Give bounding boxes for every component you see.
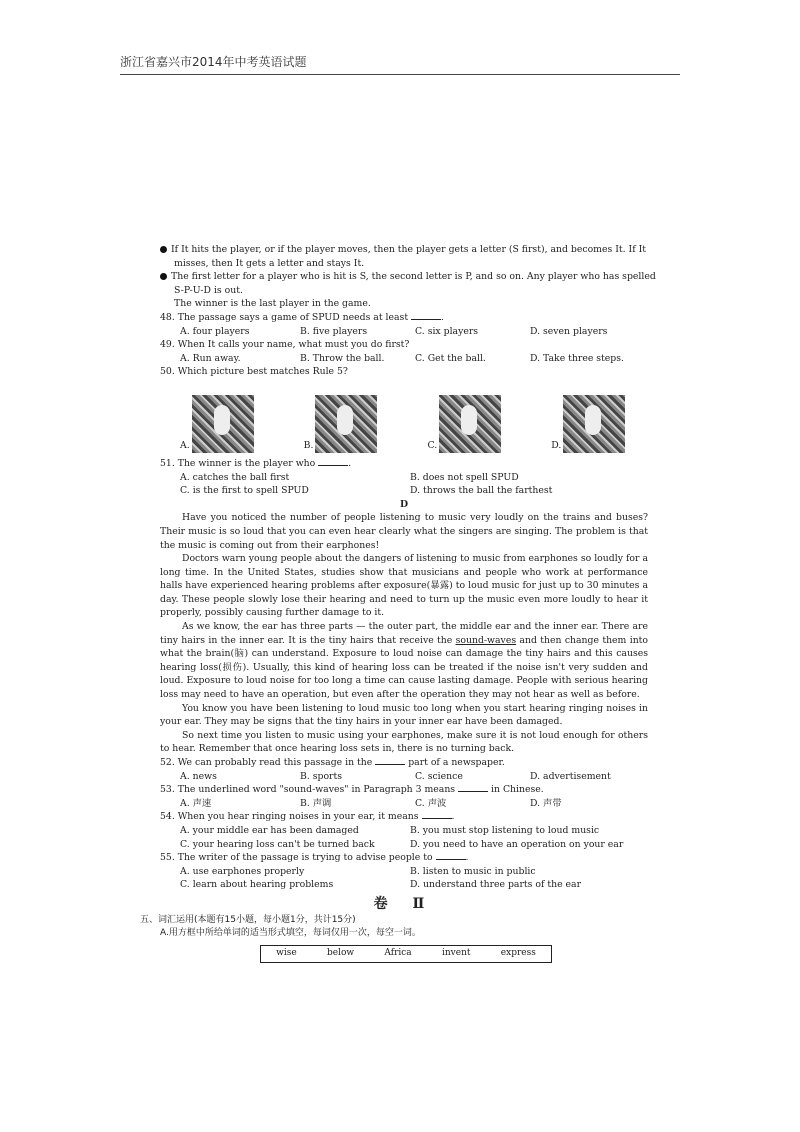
option: B. sports bbox=[300, 770, 343, 782]
photo-image bbox=[192, 395, 254, 453]
option: D. 声带 bbox=[530, 797, 562, 809]
option: C. Get the ball. bbox=[415, 352, 486, 364]
option: D. throws the ball the farthest bbox=[410, 485, 553, 497]
option: B. 声调 bbox=[300, 797, 332, 809]
passage-paragraph-1: Have you noticed the number of people listening to music very loudly on the trains and buses? Their music is so loud that you can even hear clearly what the singers are singing. The problem is that the music is coming out from their earphones! bbox=[160, 512, 648, 551]
picture-option-c: C. bbox=[427, 395, 501, 453]
option: C. 声波 bbox=[415, 797, 447, 809]
question-49: 49. When It calls your name, what must you do first? bbox=[160, 339, 410, 351]
picture-option-b: B. bbox=[304, 395, 378, 453]
section-5-instruction: A.用方框中所给单词的适当形式填空，每词仅用一次，每空一词。 bbox=[160, 928, 421, 939]
word-item: below bbox=[327, 947, 355, 958]
word-item: Africa bbox=[384, 947, 412, 958]
bullet-icon bbox=[160, 246, 167, 253]
option: C. your hearing loss can't be turned back bbox=[180, 838, 375, 850]
option: C. science bbox=[415, 770, 463, 782]
section-5-title: 五、词汇运用(本题有15小题，每小题1分，共计15分) bbox=[140, 914, 356, 925]
q49-options bbox=[160, 352, 648, 366]
option: D. seven players bbox=[530, 325, 608, 337]
rule-winner: The winner is the last player in the game. bbox=[174, 298, 371, 310]
option: A. catches the ball first bbox=[180, 471, 290, 483]
rule-5-cont: S-P-U-D is out. bbox=[174, 284, 243, 296]
word-item: express bbox=[500, 947, 536, 958]
option: A. news bbox=[180, 770, 217, 782]
passage-paragraph-2: Doctors warn young people about the dangers of listening to music from earphones so loudly for a long time. In the United States, studies show that musicians and people who work at performance halls have experienced hearing problems after exposure(暴露) to loud music for just up to 30 minutes a day. These people slowly lose their hearing and need to turn up the music even more loudly to hear it properly, possibly causing further damage to it. bbox=[160, 553, 648, 619]
answer-blank bbox=[422, 810, 452, 819]
option: B. listen to music in public bbox=[410, 865, 536, 877]
answer-blank bbox=[411, 311, 441, 320]
photo-image bbox=[563, 395, 625, 453]
photo-image bbox=[315, 395, 377, 453]
option: D. Take three steps. bbox=[530, 352, 624, 364]
option: D. understand three parts of the ear bbox=[410, 879, 582, 891]
question-50: 50. Which picture best matches Rule 5? bbox=[160, 366, 348, 378]
answer-blank bbox=[375, 756, 405, 765]
q52-options bbox=[160, 770, 648, 784]
word-item: invent bbox=[441, 947, 471, 958]
option: A. 声速 bbox=[180, 797, 212, 809]
section-d-label: D bbox=[399, 498, 409, 510]
q48-options bbox=[160, 325, 648, 339]
header-rule bbox=[120, 74, 680, 75]
question-54: 54. When you hear ringing noises in your ear, it means . bbox=[160, 811, 455, 823]
option: B. Throw the ball. bbox=[300, 352, 385, 364]
option: B. five players bbox=[300, 325, 368, 337]
answer-blank bbox=[436, 851, 466, 860]
q50-pictures bbox=[160, 383, 648, 453]
passage-paragraph-3: As we know, the ear has three parts — the outer part, the middle ear and the inner ear. There are tiny hairs in the inner ear. It is the tiny hairs that receive the sound-waves and then change them into what the brain(脑) can understand. Exposure to loud noise can damage the tiny hairs and this causes hearing loss(损伤). Usually, this kind of hearing loss can be treated if the noise isn't very sudden and loud. Exposure to loud noise for too long a time can cause lasting damage. People with serious hearing loss may need to have an operation, but even after the operation they may not hear as well as before. bbox=[160, 621, 649, 701]
option: B. does not spell SPUD bbox=[410, 471, 519, 483]
word-box bbox=[260, 945, 552, 963]
option: C. learn about hearing problems bbox=[180, 879, 334, 891]
bullet-icon bbox=[160, 273, 167, 280]
photo-image bbox=[439, 395, 501, 453]
option: D. advertisement bbox=[530, 770, 611, 782]
option: D. you need to have an operation on your ear bbox=[410, 838, 624, 850]
passage-paragraph-4: You know you have been listening to loud music too long when you start hearing ringing noises in your ear. They may be signs that the tiny hairs in your inner ear have been damaged. bbox=[160, 702, 648, 728]
option: B. you must stop listening to loud music bbox=[410, 824, 600, 836]
q55-options bbox=[160, 865, 648, 892]
rule-4: If It hits the player, or if the player moves, then the player gets a letter (S first), and becomes It. If It bbox=[160, 243, 648, 257]
option: A. your middle ear has been damaged bbox=[180, 824, 359, 836]
question-52: 52. We can probably read this passage in the part of a newspaper. bbox=[160, 757, 505, 768]
answer-blank bbox=[458, 783, 488, 792]
option: A. use earphones properly bbox=[180, 865, 305, 877]
rule-5: The first letter for a player who is hit is S, the second letter is P, and so on. Any player who has spelled bbox=[160, 270, 648, 284]
page-header: 浙江省嘉兴市2014年中考英语试题 bbox=[120, 55, 307, 69]
question-53: 53. The underlined word "sound-waves" in Paragraph 3 means in Chinese. bbox=[160, 784, 544, 796]
answer-blank bbox=[318, 457, 348, 466]
option: C. six players bbox=[415, 325, 479, 337]
picture-option-d: D. bbox=[551, 395, 625, 453]
question-55: 55. The writer of the passage is trying to advise people to . bbox=[160, 852, 469, 864]
rule-4-cont: misses, then It gets a letter and stays It. bbox=[174, 257, 365, 269]
q54-options bbox=[160, 824, 648, 851]
option: A. Run away. bbox=[180, 352, 241, 364]
q53-options bbox=[160, 797, 648, 811]
q51-options bbox=[160, 471, 648, 498]
underlined-word: sound-waves bbox=[455, 634, 517, 646]
word-item: wise bbox=[276, 947, 297, 958]
option: A. four players bbox=[180, 325, 250, 337]
part-2-title: 卷 Ⅱ bbox=[373, 895, 435, 912]
picture-option-a: A. bbox=[180, 395, 254, 453]
question-51: 51. The winner is the player who . bbox=[160, 457, 352, 469]
passage-paragraph-5: So next time you listen to music using your earphones, make sure it is not loud enough for others to hear. Remember that once hearing loss sets in, there is no turning back. bbox=[160, 729, 648, 755]
option: C. is the first to spell SPUD bbox=[180, 485, 309, 497]
question-48: 48. The passage says a game of SPUD needs at least . bbox=[160, 311, 444, 323]
exam-content bbox=[140, 243, 656, 963]
